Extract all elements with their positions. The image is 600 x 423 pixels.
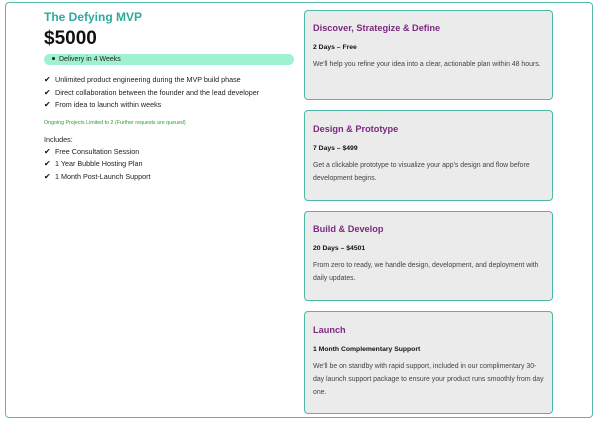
stage-description: We'll help you refine your idea into a clear, actionable plan within 48 hours.: [313, 61, 541, 68]
stage-title: Launch: [313, 325, 346, 335]
stage-description: Get a clickable prototype to visualize your app's design and flow before development begins.: [313, 162, 530, 182]
feature-item: [44, 87, 296, 100]
check-icon: ✔: [44, 159, 51, 168]
ongoing-projects-note: Ongoing Projects Limited to 2 (Further requests are queued): [44, 119, 186, 126]
stage-card-discover: [304, 10, 553, 100]
includes-list: [44, 146, 296, 184]
includes-item: [44, 146, 296, 159]
includes-item: [44, 158, 296, 171]
feature-text: Direct collaboration between the founder and the lead developer: [55, 87, 260, 97]
stage-title: Discover, Strategize & Define: [313, 23, 441, 33]
stage-card-launch: [304, 311, 553, 414]
stage-duration: 7 Days – $499: [313, 145, 358, 152]
stage-duration: 2 Days – Free: [313, 44, 357, 51]
stage-card-build: [304, 211, 553, 301]
feature-item: [44, 74, 296, 87]
feature-text: Unlimited product engineering during the MVP build phase: [55, 75, 241, 84]
plan-summary: [44, 10, 296, 183]
stage-title: Build & Develop: [313, 224, 384, 234]
delivery-badge-label: Delivery in 4 Weeks: [59, 56, 121, 63]
stage-description: We'll be on standby with rapid support, included in our complimentary 30-day launch support package to ensure your product runs smoothly from day one.: [313, 363, 544, 396]
plan-price: $5000: [44, 28, 97, 49]
feature-text: From idea to launch within weeks: [55, 100, 162, 109]
feature-list: [44, 74, 296, 112]
check-icon: ✔: [44, 87, 51, 97]
check-icon: ✔: [44, 100, 51, 109]
includes-text: 1 Month Post-Launch Support: [55, 171, 151, 181]
delivery-badge: [44, 54, 294, 65]
stage-title: Design & Prototype: [313, 124, 399, 134]
stage-description: From zero to ready, we handle design, development, and deployment with daily updates.: [313, 262, 539, 282]
stage-duration: 20 Days – $4501: [313, 245, 366, 252]
check-icon: ✔: [44, 75, 51, 84]
stage-card-design: [304, 110, 553, 201]
includes-text: 1 Year Bubble Hosting Plan: [55, 159, 143, 168]
feature-item: [44, 99, 296, 112]
check-icon: ✔: [44, 146, 51, 156]
check-icon: ✔: [44, 171, 51, 181]
includes-text: Free Consultation Session: [55, 146, 140, 156]
includes-item: [44, 171, 296, 184]
plan-title: The Defying MVP: [44, 10, 143, 24]
includes-label: Includes:: [44, 134, 73, 144]
stage-duration: 1 Month Complementary Support: [313, 346, 421, 353]
bullet-dot-icon: [52, 57, 55, 60]
